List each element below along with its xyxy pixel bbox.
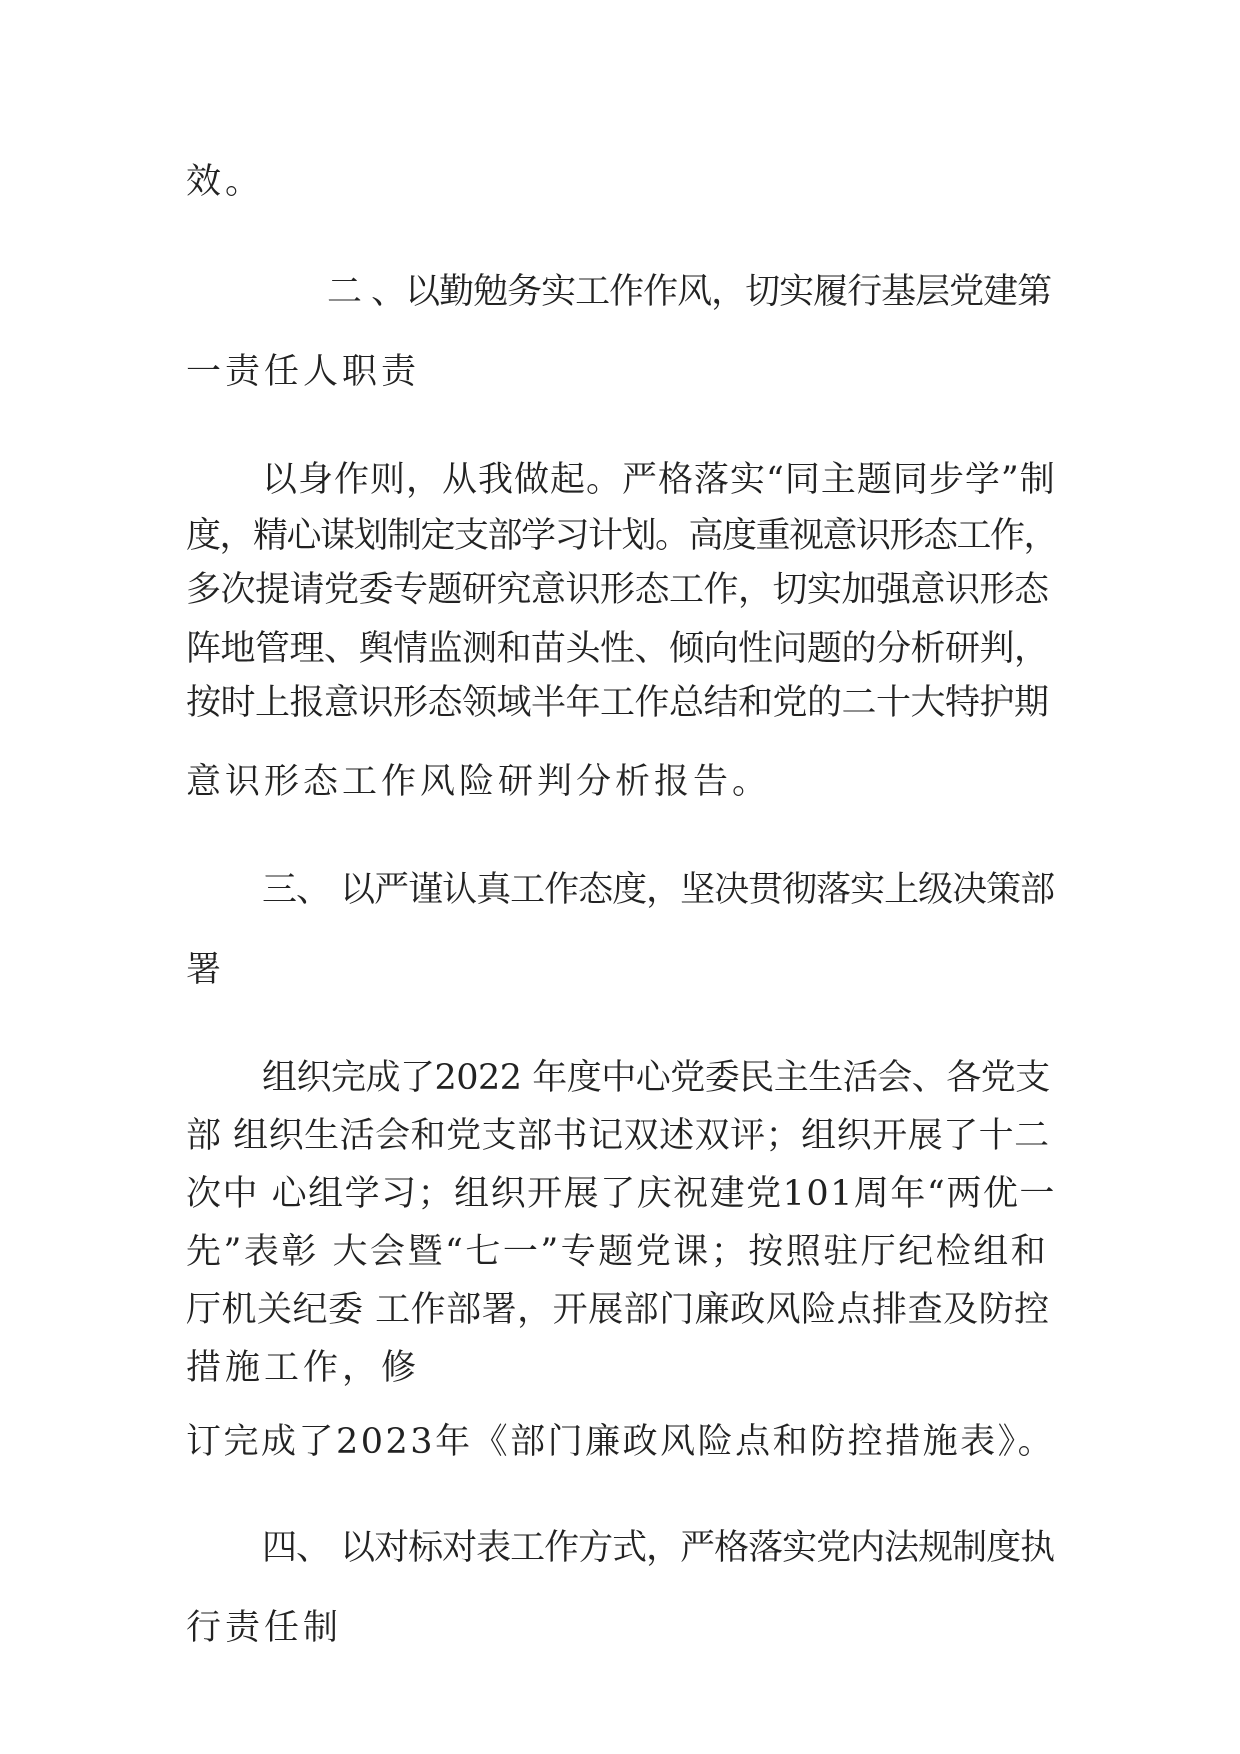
paragraph-3-line7: 订完成了2023年《部门廉政风险点和防控措施表》。 — [186, 1422, 1056, 1462]
section-heading-2-line2: 一责任人职责 — [186, 352, 421, 392]
paragraph-3-line6: 措施工作，修 — [186, 1348, 421, 1388]
paragraph-2-line2: 度，精心谋划制定支部学习计划。高度重视意识形态工作， — [186, 516, 1058, 556]
paragraph-3-line3: 次中 心组学习；组织开展了庆祝建党101周年“两优一 — [186, 1174, 1056, 1214]
paragraph-2-line5: 按时上报意识形态领域半年工作总结和党的二十大特护期 — [186, 683, 1049, 723]
paragraph-continuation: 效。 — [186, 162, 265, 202]
paragraph-3-line5: 厅机关纪委 工作部署，开展部门廉政风险点排查及防控 — [186, 1290, 1050, 1330]
paragraph-3-line4: 先”表彰 大会暨“七一”专题党课；按照驻厅纪检组和 — [186, 1232, 1049, 1272]
paragraph-3-line2: 部 组织生活会和党支部书记双述双评；组织开展了十二 — [186, 1116, 1050, 1156]
paragraph-3-line1: 组织完成了2022 年度中心党委民主生活会、各党支 — [262, 1058, 1050, 1098]
paragraph-2-line6: 意识形态工作风险研判分析报告。 — [186, 762, 772, 802]
paragraph-2-line1: 以身作则，从我做起。严格落实“同主题同步学”制 — [262, 460, 1056, 500]
section-heading-2-line1: 二 、以勤勉务实工作作风，切实履行基层党建第 — [327, 272, 1052, 312]
section-heading-4-line2: 行责任制 — [186, 1608, 343, 1648]
paragraph-2-line3: 多次提请党委专题研究意识形态工作，切实加强意识形态 — [186, 570, 1049, 610]
paragraph-2-line4: 阵地管理、舆情监测和苗头性、倾向性问题的分析研判， — [186, 629, 1049, 669]
section-heading-3-line2: 署 — [186, 950, 226, 990]
section-heading-4-line1: 四、 以对标对表工作方式，严格落实党内法规制度执 — [262, 1528, 1055, 1568]
section-heading-3-line1: 三、 以严谨认真工作态度，坚决贯彻落实上级决策部 — [262, 870, 1055, 910]
